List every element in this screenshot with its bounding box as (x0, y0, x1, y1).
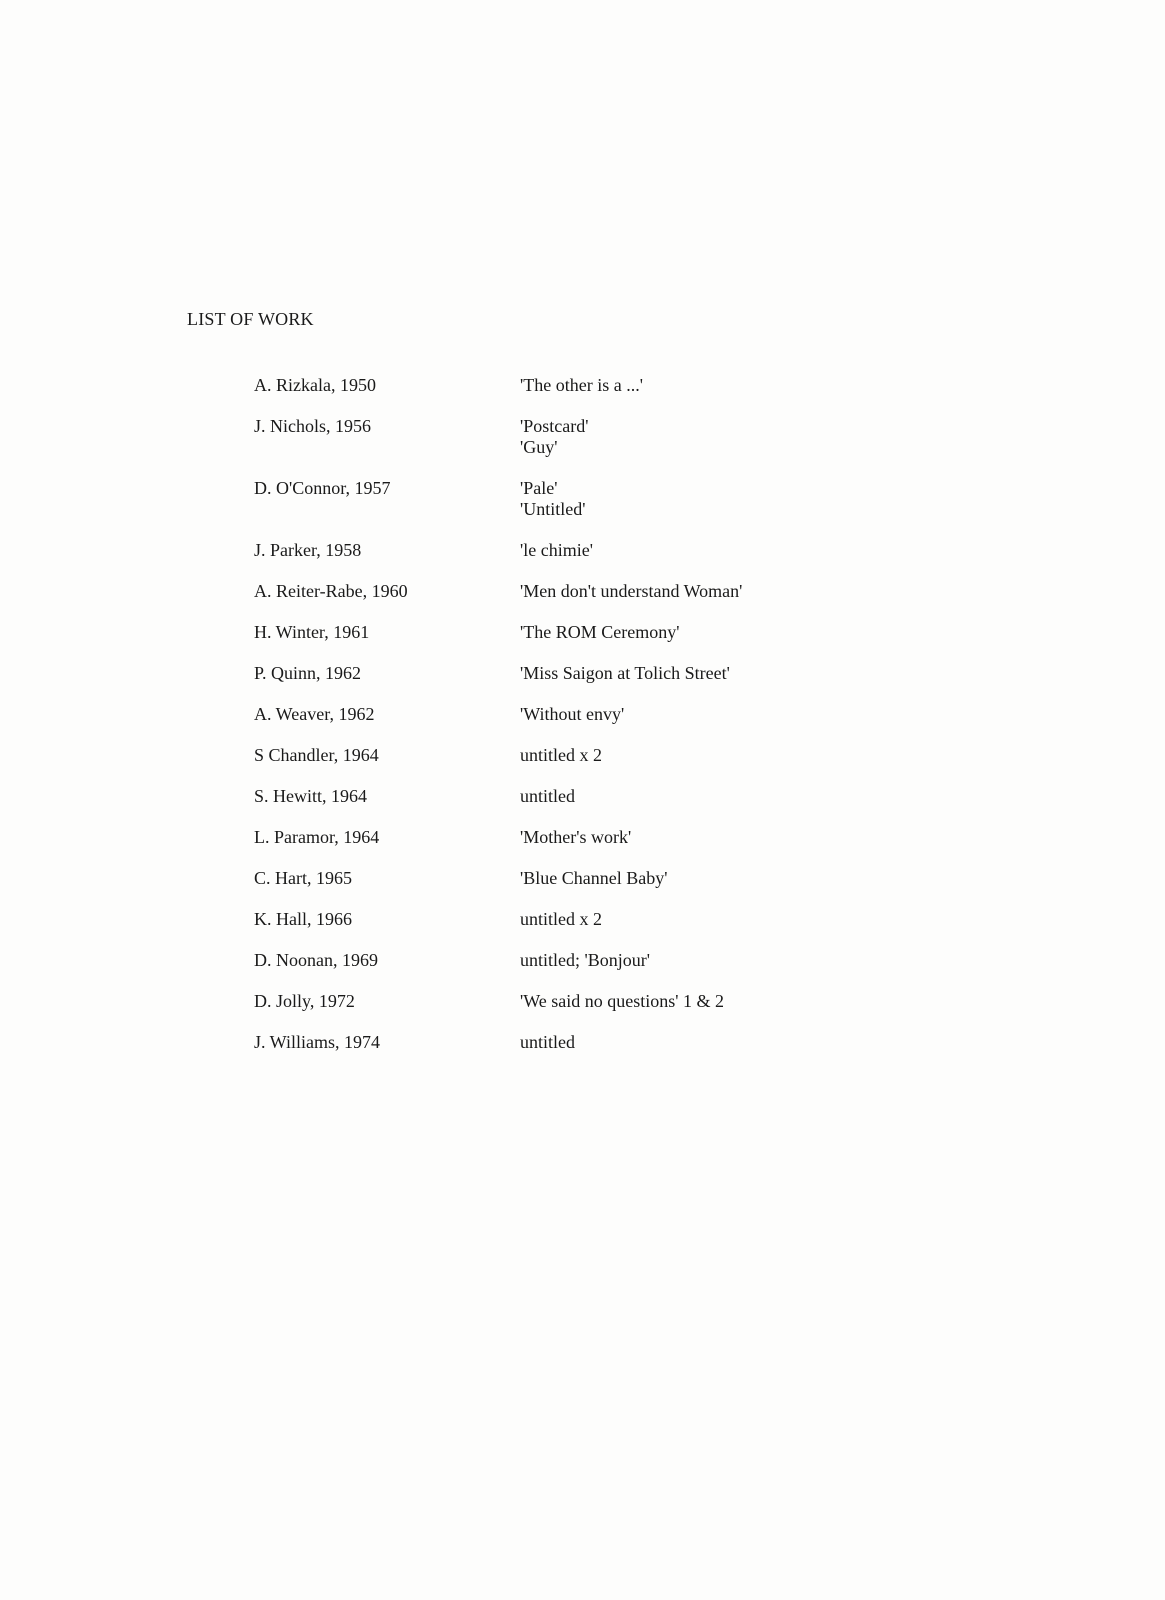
works-list (254, 375, 894, 1053)
work-entry (254, 375, 894, 396)
work-entry (254, 745, 894, 766)
artist-name: S Chandler, 1964 (254, 745, 379, 765)
work-title: untitled x 2 (520, 909, 602, 929)
work-entry (254, 663, 894, 684)
work-entry (254, 540, 894, 561)
list-heading: LIST OF WORK (187, 309, 314, 329)
work-entry (254, 416, 894, 458)
work-titles (520, 991, 894, 1012)
artist-name: J. Williams, 1974 (254, 1032, 380, 1052)
work-title: 'The ROM Ceremony' (520, 622, 680, 642)
artist-name: A. Rizkala, 1950 (254, 375, 376, 395)
work-title: 'Miss Saigon at Tolich Street' (520, 663, 730, 683)
work-titles (520, 1032, 894, 1053)
work-entry (254, 950, 894, 971)
work-title: 'Without envy' (520, 704, 625, 724)
work-titles (520, 540, 894, 561)
work-titles (520, 827, 894, 848)
artist-name: L. Paramor, 1964 (254, 827, 380, 847)
artist-name: J. Nichols, 1956 (254, 416, 371, 436)
work-entry (254, 868, 894, 889)
work-titles (520, 950, 894, 971)
work-title: 'Postcard' (520, 416, 589, 436)
work-titles (520, 663, 894, 684)
work-title: untitled (520, 1032, 575, 1052)
work-title: 'We said no questions' 1 & 2 (520, 991, 725, 1011)
artist-name: C. Hart, 1965 (254, 868, 352, 888)
work-title: untitled (520, 786, 575, 806)
work-title: untitled; 'Bonjour' (520, 950, 650, 970)
work-title: 'Men don't understand Woman' (520, 581, 743, 601)
work-titles (520, 704, 894, 725)
work-title: 'The other is a ...' (520, 375, 643, 395)
work-titles (520, 786, 894, 807)
work-title: 'Mother's work' (520, 827, 632, 847)
artist-name: J. Parker, 1958 (254, 540, 362, 560)
work-titles (520, 622, 894, 643)
work-entry (254, 704, 894, 725)
artist-name: H. Winter, 1961 (254, 622, 370, 642)
work-titles (520, 868, 894, 889)
work-title: 'Pale' (520, 478, 558, 498)
artist-name: A. Reiter-Rabe, 1960 (254, 581, 408, 601)
artist-name: A. Weaver, 1962 (254, 704, 375, 724)
artist-name: D. O'Connor, 1957 (254, 478, 391, 498)
work-titles (520, 581, 894, 602)
artist-name: K. Hall, 1966 (254, 909, 352, 929)
artist-name: D. Noonan, 1969 (254, 950, 378, 970)
work-entry (254, 991, 894, 1012)
work-titles (520, 416, 894, 458)
work-entry (254, 622, 894, 643)
work-titles (520, 745, 894, 766)
work-title: 'Guy' (520, 437, 558, 457)
work-entry (254, 478, 894, 520)
artist-name: P. Quinn, 1962 (254, 663, 362, 683)
work-title: 'Blue Channel Baby' (520, 868, 668, 888)
artist-name: D. Jolly, 1972 (254, 991, 355, 1011)
work-entry (254, 786, 894, 807)
work-title: 'le chimie' (520, 540, 593, 560)
work-entry (254, 581, 894, 602)
work-titles (520, 375, 894, 396)
work-entry (254, 909, 894, 930)
artist-name: S. Hewitt, 1964 (254, 786, 368, 806)
work-entry (254, 1032, 894, 1053)
work-title: 'Untitled' (520, 499, 586, 519)
work-titles (520, 478, 894, 520)
work-title: untitled x 2 (520, 745, 602, 765)
work-titles (520, 909, 894, 930)
work-entry (254, 827, 894, 848)
